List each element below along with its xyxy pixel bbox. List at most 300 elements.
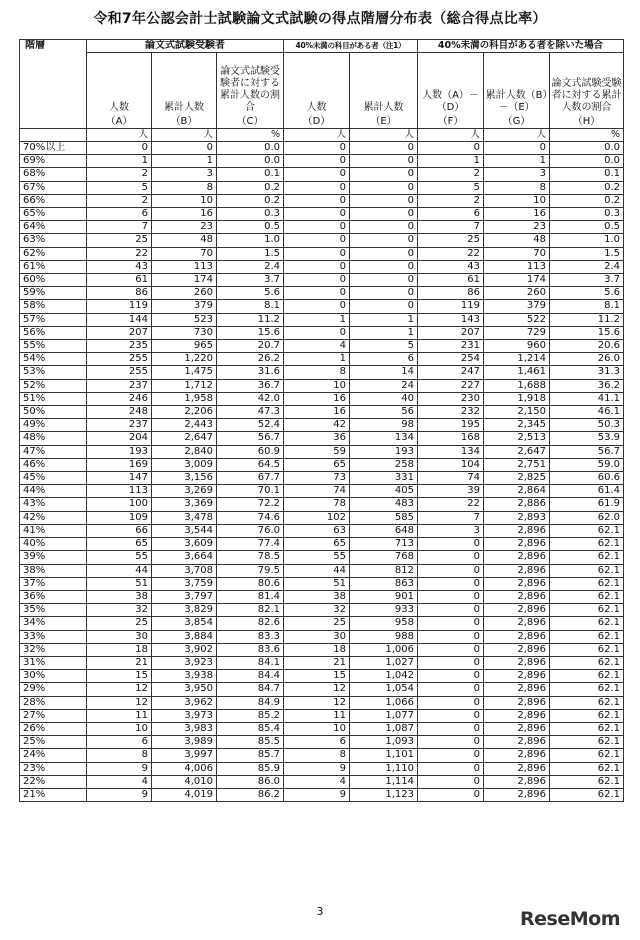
value-cell: 85.2 bbox=[217, 709, 284, 722]
value-cell: 0.3 bbox=[550, 208, 624, 221]
value-cell: 85.5 bbox=[217, 736, 284, 749]
table-row bbox=[20, 247, 624, 260]
value-cell: 64.5 bbox=[217, 458, 284, 471]
value-cell: 6 bbox=[418, 208, 484, 221]
value-cell: 2,513 bbox=[484, 432, 550, 445]
tier-cell: 62% bbox=[20, 247, 87, 260]
value-cell: 3.7 bbox=[550, 274, 624, 287]
value-cell: 0 bbox=[418, 604, 484, 617]
tier-cell: 53% bbox=[20, 366, 87, 379]
value-cell: 237 bbox=[87, 379, 152, 392]
value-cell: 6 bbox=[87, 736, 152, 749]
value-cell: 62.1 bbox=[550, 670, 624, 683]
value-cell: 9 bbox=[87, 762, 152, 775]
value-cell: 988 bbox=[350, 630, 418, 643]
value-cell: 0 bbox=[284, 221, 350, 234]
value-cell: 12 bbox=[284, 696, 350, 709]
value-cell: 0 bbox=[418, 617, 484, 630]
value-cell: 25 bbox=[87, 234, 152, 247]
tier-cell: 69% bbox=[20, 155, 87, 168]
value-cell: 55 bbox=[87, 551, 152, 564]
value-cell: 1 bbox=[284, 353, 350, 366]
value-cell: 0 bbox=[418, 709, 484, 722]
table-row bbox=[20, 736, 624, 749]
value-cell: 0.5 bbox=[217, 221, 284, 234]
value-cell: 195 bbox=[418, 419, 484, 432]
value-cell: 65 bbox=[87, 538, 152, 551]
value-cell: 1,461 bbox=[484, 366, 550, 379]
value-cell: 958 bbox=[350, 617, 418, 630]
value-cell: 0 bbox=[284, 287, 350, 300]
value-cell: 84.1 bbox=[217, 656, 284, 669]
value-cell: 193 bbox=[350, 445, 418, 458]
tier-cell: 63% bbox=[20, 234, 87, 247]
value-cell: 3,759 bbox=[152, 577, 217, 590]
value-cell: 0 bbox=[418, 670, 484, 683]
value-cell: 169 bbox=[87, 458, 152, 471]
table-row bbox=[20, 313, 624, 326]
table-row bbox=[20, 260, 624, 273]
value-cell: 2,896 bbox=[484, 696, 550, 709]
value-cell: 0 bbox=[284, 168, 350, 181]
table-row bbox=[20, 142, 624, 155]
value-cell: 52.4 bbox=[217, 419, 284, 432]
unit-cell: % bbox=[550, 129, 624, 142]
value-cell: 32 bbox=[87, 604, 152, 617]
table-row bbox=[20, 538, 624, 551]
unit-cell: 人 bbox=[284, 129, 350, 142]
value-cell: 0 bbox=[350, 300, 418, 313]
value-cell: 0 bbox=[418, 538, 484, 551]
value-cell: 0.0 bbox=[217, 142, 284, 155]
value-cell: 3,923 bbox=[152, 656, 217, 669]
value-cell: 0 bbox=[350, 181, 418, 194]
table-row bbox=[20, 656, 624, 669]
group-header-candidates: 論文式試験受験者 bbox=[87, 40, 284, 53]
value-cell: 1,688 bbox=[484, 379, 550, 392]
value-cell: 1,114 bbox=[350, 775, 418, 788]
group-header-below40: 40%未満の科目がある者（注1） bbox=[284, 40, 418, 53]
value-cell: 1,027 bbox=[350, 656, 418, 669]
value-cell: 0 bbox=[350, 155, 418, 168]
value-cell: 113 bbox=[87, 485, 152, 498]
value-cell: 168 bbox=[418, 432, 484, 445]
value-cell: 8 bbox=[152, 181, 217, 194]
table-row bbox=[20, 194, 624, 207]
value-cell: 47.3 bbox=[217, 406, 284, 419]
value-cell: 3,854 bbox=[152, 617, 217, 630]
value-cell: 43 bbox=[87, 260, 152, 273]
table-row bbox=[20, 630, 624, 643]
value-cell: 51 bbox=[87, 577, 152, 590]
value-cell: 9 bbox=[87, 788, 152, 801]
value-cell: 8 bbox=[284, 749, 350, 762]
value-cell: 0 bbox=[87, 142, 152, 155]
value-cell: 2 bbox=[418, 194, 484, 207]
value-cell: 0 bbox=[418, 142, 484, 155]
value-cell: 56 bbox=[350, 406, 418, 419]
value-cell: 0 bbox=[284, 208, 350, 221]
value-cell: 62.1 bbox=[550, 630, 624, 643]
tier-cell: 43% bbox=[20, 498, 87, 511]
table-row bbox=[20, 326, 624, 339]
value-cell: 0 bbox=[350, 221, 418, 234]
value-cell: 0 bbox=[350, 260, 418, 273]
value-cell: 119 bbox=[87, 300, 152, 313]
value-cell: 0 bbox=[350, 208, 418, 221]
table-row bbox=[20, 208, 624, 221]
value-cell: 62.1 bbox=[550, 788, 624, 801]
table-row bbox=[20, 762, 624, 775]
value-cell: 2,896 bbox=[484, 656, 550, 669]
table-row bbox=[20, 445, 624, 458]
value-cell: 70 bbox=[484, 247, 550, 260]
column-header: 人数（A）－（D） （F） bbox=[418, 53, 484, 129]
value-cell: 0 bbox=[350, 142, 418, 155]
value-cell: 0 bbox=[418, 564, 484, 577]
table-row bbox=[20, 590, 624, 603]
table-row bbox=[20, 458, 624, 471]
value-cell: 729 bbox=[484, 326, 550, 339]
tier-cell: 39% bbox=[20, 551, 87, 564]
value-cell: 1,077 bbox=[350, 709, 418, 722]
value-cell: 3,829 bbox=[152, 604, 217, 617]
value-cell: 0 bbox=[284, 194, 350, 207]
value-cell: 144 bbox=[87, 313, 152, 326]
value-cell: 246 bbox=[87, 392, 152, 405]
value-cell: 0.5 bbox=[550, 221, 624, 234]
value-cell: 8 bbox=[284, 366, 350, 379]
value-cell: 86.0 bbox=[217, 775, 284, 788]
value-cell: 0 bbox=[284, 326, 350, 339]
value-cell: 768 bbox=[350, 551, 418, 564]
value-cell: 3 bbox=[152, 168, 217, 181]
table-row bbox=[20, 472, 624, 485]
unit-cell: 人 bbox=[418, 129, 484, 142]
value-cell: 62.1 bbox=[550, 749, 624, 762]
value-cell: 2,896 bbox=[484, 564, 550, 577]
value-cell: 9 bbox=[284, 788, 350, 801]
tier-cell: 22% bbox=[20, 775, 87, 788]
value-cell: 0 bbox=[418, 683, 484, 696]
value-cell: 22 bbox=[418, 498, 484, 511]
tier-cell: 46% bbox=[20, 458, 87, 471]
tier-cell: 28% bbox=[20, 696, 87, 709]
page-title: 令和7年公認会計士試験論文式試験の得点階層分布表（総合得点比率） bbox=[93, 11, 547, 27]
value-cell: 56.7 bbox=[550, 445, 624, 458]
value-cell: 11 bbox=[284, 709, 350, 722]
value-cell: 3,664 bbox=[152, 551, 217, 564]
tier-cell: 59% bbox=[20, 287, 87, 300]
value-cell: 2,751 bbox=[484, 458, 550, 471]
value-cell: 6 bbox=[284, 736, 350, 749]
value-cell: 254 bbox=[418, 353, 484, 366]
tier-cell: 25% bbox=[20, 736, 87, 749]
value-cell: 67.7 bbox=[217, 472, 284, 485]
value-cell: 60.6 bbox=[550, 472, 624, 485]
table-row bbox=[20, 366, 624, 379]
value-cell: 5 bbox=[350, 340, 418, 353]
value-cell: 83.3 bbox=[217, 630, 284, 643]
value-cell: 4,006 bbox=[152, 762, 217, 775]
tier-cell: 35% bbox=[20, 604, 87, 617]
value-cell: 260 bbox=[484, 287, 550, 300]
value-cell: 8.1 bbox=[217, 300, 284, 313]
column-header: 論文式試験受験者に対する累計人数の割合 （C） bbox=[217, 53, 284, 129]
tier-cell: 41% bbox=[20, 524, 87, 537]
value-cell: 1.5 bbox=[550, 247, 624, 260]
value-cell: 51 bbox=[284, 577, 350, 590]
value-cell: 74 bbox=[418, 472, 484, 485]
value-cell: 901 bbox=[350, 590, 418, 603]
column-header: 累計人数（B）－（E） （G） bbox=[484, 53, 550, 129]
value-cell: 0 bbox=[350, 274, 418, 287]
value-cell: 2,896 bbox=[484, 736, 550, 749]
value-cell: 104 bbox=[418, 458, 484, 471]
value-cell: 3,369 bbox=[152, 498, 217, 511]
value-cell: 113 bbox=[484, 260, 550, 273]
group-header-row bbox=[20, 40, 624, 53]
value-cell: 207 bbox=[87, 326, 152, 339]
value-cell: 3,973 bbox=[152, 709, 217, 722]
tier-cell: 67% bbox=[20, 181, 87, 194]
value-cell: 147 bbox=[87, 472, 152, 485]
value-cell: 10 bbox=[87, 722, 152, 735]
tier-cell: 54% bbox=[20, 353, 87, 366]
table-row bbox=[20, 604, 624, 617]
value-cell: 1 bbox=[152, 155, 217, 168]
tier-cell: 48% bbox=[20, 432, 87, 445]
value-cell: 8.1 bbox=[550, 300, 624, 313]
column-header: 人数 （D） bbox=[284, 53, 350, 129]
value-cell: 83.6 bbox=[217, 643, 284, 656]
value-cell: 6 bbox=[350, 353, 418, 366]
value-cell: 3,708 bbox=[152, 564, 217, 577]
value-cell: 174 bbox=[152, 274, 217, 287]
value-cell: 1,006 bbox=[350, 643, 418, 656]
tier-cell: 45% bbox=[20, 472, 87, 485]
value-cell: 260 bbox=[152, 287, 217, 300]
tier-cell: 60% bbox=[20, 274, 87, 287]
table-row bbox=[20, 551, 624, 564]
value-cell: 3,609 bbox=[152, 538, 217, 551]
value-cell: 0 bbox=[350, 234, 418, 247]
value-cell: 863 bbox=[350, 577, 418, 590]
table-row bbox=[20, 524, 624, 537]
value-cell: 15 bbox=[87, 670, 152, 683]
unit-cell: 人 bbox=[152, 129, 217, 142]
value-cell: 5 bbox=[87, 181, 152, 194]
tier-cell: 42% bbox=[20, 511, 87, 524]
table-row bbox=[20, 234, 624, 247]
column-header-row bbox=[20, 53, 624, 129]
value-cell: 65 bbox=[284, 458, 350, 471]
value-cell: 0.2 bbox=[217, 194, 284, 207]
tier-cell: 23% bbox=[20, 762, 87, 775]
value-cell: 0 bbox=[418, 551, 484, 564]
value-cell: 82.6 bbox=[217, 617, 284, 630]
value-cell: 59 bbox=[284, 445, 350, 458]
value-cell: 22 bbox=[87, 247, 152, 260]
value-cell: 1,475 bbox=[152, 366, 217, 379]
value-cell: 237 bbox=[87, 419, 152, 432]
value-cell: 0 bbox=[284, 260, 350, 273]
unit-cell: 人 bbox=[87, 129, 152, 142]
value-cell: 0.1 bbox=[217, 168, 284, 181]
value-cell: 7 bbox=[418, 511, 484, 524]
value-cell: 143 bbox=[418, 313, 484, 326]
tier-cell: 27% bbox=[20, 709, 87, 722]
value-cell: 2,896 bbox=[484, 762, 550, 775]
value-cell: 1.0 bbox=[550, 234, 624, 247]
table-row bbox=[20, 722, 624, 735]
value-cell: 2,443 bbox=[152, 419, 217, 432]
value-cell: 16 bbox=[484, 208, 550, 221]
value-cell: 65 bbox=[284, 538, 350, 551]
value-cell: 42 bbox=[284, 419, 350, 432]
value-cell: 227 bbox=[418, 379, 484, 392]
value-cell: 85.4 bbox=[217, 722, 284, 735]
value-cell: 0.2 bbox=[550, 194, 624, 207]
value-cell: 0 bbox=[350, 247, 418, 260]
value-cell: 36.7 bbox=[217, 379, 284, 392]
tier-cell: 57% bbox=[20, 313, 87, 326]
table-row bbox=[20, 406, 624, 419]
value-cell: 2,893 bbox=[484, 511, 550, 524]
value-cell: 3,478 bbox=[152, 511, 217, 524]
value-cell: 25 bbox=[284, 617, 350, 630]
value-cell: 1,087 bbox=[350, 722, 418, 735]
value-cell: 15.6 bbox=[217, 326, 284, 339]
value-cell: 405 bbox=[350, 485, 418, 498]
value-cell: 73 bbox=[284, 472, 350, 485]
value-cell: 84.9 bbox=[217, 696, 284, 709]
value-cell: 20.6 bbox=[550, 340, 624, 353]
value-cell: 1,042 bbox=[350, 670, 418, 683]
value-cell: 86.2 bbox=[217, 788, 284, 801]
value-cell: 8 bbox=[87, 749, 152, 762]
value-cell: 30 bbox=[87, 630, 152, 643]
value-cell: 119 bbox=[418, 300, 484, 313]
value-cell: 38 bbox=[87, 590, 152, 603]
value-cell: 63 bbox=[284, 524, 350, 537]
value-cell: 331 bbox=[350, 472, 418, 485]
value-cell: 10 bbox=[484, 194, 550, 207]
value-cell: 70.1 bbox=[217, 485, 284, 498]
value-cell: 12 bbox=[87, 696, 152, 709]
value-cell: 2,864 bbox=[484, 485, 550, 498]
value-cell: 0 bbox=[418, 722, 484, 735]
value-cell: 730 bbox=[152, 326, 217, 339]
column-header: 累計人数 （B） bbox=[152, 53, 217, 129]
value-cell: 76.0 bbox=[217, 524, 284, 537]
value-cell: 3.7 bbox=[217, 274, 284, 287]
value-cell: 207 bbox=[418, 326, 484, 339]
value-cell: 74 bbox=[284, 485, 350, 498]
tier-cell: 31% bbox=[20, 656, 87, 669]
table-row bbox=[20, 419, 624, 432]
value-cell: 1,958 bbox=[152, 392, 217, 405]
value-cell: 46.1 bbox=[550, 406, 624, 419]
table-row bbox=[20, 498, 624, 511]
value-cell: 74.6 bbox=[217, 511, 284, 524]
value-cell: 0 bbox=[284, 181, 350, 194]
value-cell: 0 bbox=[284, 274, 350, 287]
tier-cell: 24% bbox=[20, 749, 87, 762]
value-cell: 0 bbox=[284, 155, 350, 168]
value-cell: 933 bbox=[350, 604, 418, 617]
value-cell: 3,797 bbox=[152, 590, 217, 603]
value-cell: 1,054 bbox=[350, 683, 418, 696]
value-cell: 0 bbox=[350, 287, 418, 300]
value-cell: 23 bbox=[484, 221, 550, 234]
value-cell: 6 bbox=[87, 208, 152, 221]
unit-cell: 人 bbox=[484, 129, 550, 142]
value-cell: 82.1 bbox=[217, 604, 284, 617]
value-cell: 2,647 bbox=[484, 445, 550, 458]
value-cell: 2,896 bbox=[484, 722, 550, 735]
value-cell: 0 bbox=[284, 247, 350, 260]
value-cell: 32 bbox=[284, 604, 350, 617]
value-cell: 86 bbox=[418, 287, 484, 300]
value-cell: 0 bbox=[418, 643, 484, 656]
value-cell: 2 bbox=[418, 168, 484, 181]
unit-cell bbox=[20, 129, 87, 142]
value-cell: 36.2 bbox=[550, 379, 624, 392]
value-cell: 379 bbox=[484, 300, 550, 313]
tier-cell: 36% bbox=[20, 590, 87, 603]
value-cell: 0 bbox=[418, 696, 484, 709]
value-cell: 3,997 bbox=[152, 749, 217, 762]
value-cell: 1,220 bbox=[152, 353, 217, 366]
value-cell: 255 bbox=[87, 366, 152, 379]
value-cell: 48 bbox=[484, 234, 550, 247]
tier-cell: 64% bbox=[20, 221, 87, 234]
tier-cell: 30% bbox=[20, 670, 87, 683]
value-cell: 2,896 bbox=[484, 577, 550, 590]
value-cell: 585 bbox=[350, 511, 418, 524]
value-cell: 231 bbox=[418, 340, 484, 353]
value-cell: 21 bbox=[284, 656, 350, 669]
value-cell: 3,544 bbox=[152, 524, 217, 537]
table-row bbox=[20, 392, 624, 405]
value-cell: 0 bbox=[284, 234, 350, 247]
tier-cell: 47% bbox=[20, 445, 87, 458]
value-cell: 18 bbox=[284, 643, 350, 656]
value-cell: 8 bbox=[484, 181, 550, 194]
value-cell: 812 bbox=[350, 564, 418, 577]
value-cell: 0 bbox=[284, 142, 350, 155]
table-row bbox=[20, 643, 624, 656]
value-cell: 204 bbox=[87, 432, 152, 445]
value-cell: 70 bbox=[152, 247, 217, 260]
value-cell: 50.3 bbox=[550, 419, 624, 432]
value-cell: 11.2 bbox=[550, 313, 624, 326]
value-cell: 2,896 bbox=[484, 643, 550, 656]
tier-cell: 70%以上 bbox=[20, 142, 87, 155]
value-cell: 80.6 bbox=[217, 577, 284, 590]
table-row bbox=[20, 577, 624, 590]
value-cell: 1.5 bbox=[217, 247, 284, 260]
value-cell: 3,950 bbox=[152, 683, 217, 696]
value-cell: 12 bbox=[87, 683, 152, 696]
value-cell: 0 bbox=[418, 736, 484, 749]
value-cell: 10 bbox=[284, 379, 350, 392]
table-row bbox=[20, 683, 624, 696]
value-cell: 0 bbox=[484, 142, 550, 155]
tier-cell: 66% bbox=[20, 194, 87, 207]
unit-cell: 人 bbox=[350, 129, 418, 142]
